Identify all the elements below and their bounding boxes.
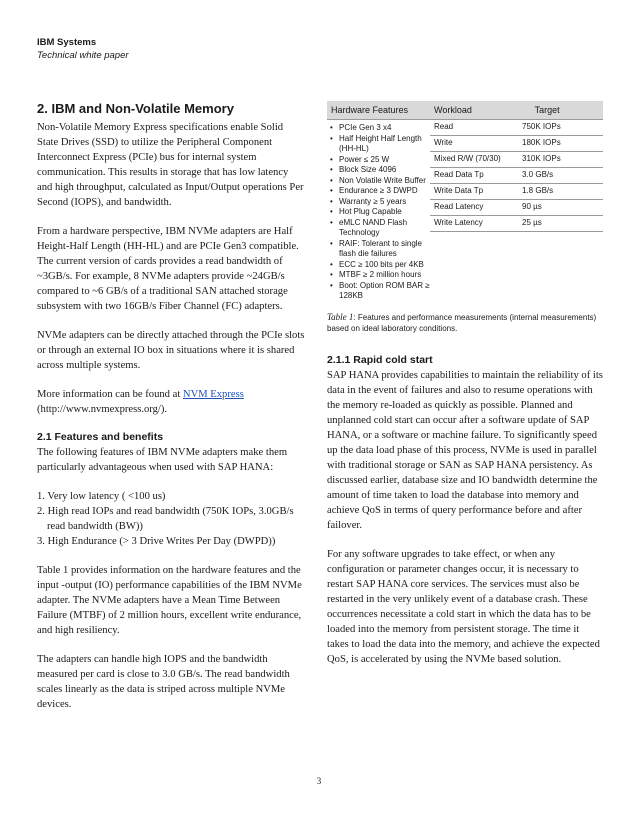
paragraph: The adapters can handle high IOPS and the bandwidth measured per card is close to 3.0 GB/s. The read bandwidth scales linearly as the data is striped across multiple NVMe devices. (37, 654, 290, 710)
table-header-row (327, 101, 603, 120)
left-column (37, 101, 305, 712)
list-item: • Power ≤ 25 W (330, 155, 430, 166)
target-cell: 310K IOPs (518, 152, 603, 168)
target-cell: 3.0 GB/s (518, 168, 603, 184)
table-row (430, 120, 603, 136)
features-intro: The following features of IBM NVMe adapters make them particularly advantageous when used with SAP HANA: (37, 447, 288, 473)
nvm-express-link[interactable]: NVM Express (182, 389, 244, 400)
list-item: • ECC ≥ 100 bits per 4KB (330, 260, 430, 271)
table-caption (327, 312, 603, 334)
list-item: • RAIF: Tolerant to single flash die failures (330, 239, 430, 260)
list-item: • Endurance ≥ 3 DWPD (330, 186, 430, 197)
paragraph: From a hardware perspective, IBM NVMe adapters are Half Height-Half Length (HH-HL) and are PCIe Gen3 compatible. The current version of cards provides a read bandwidth of ~3GB/s. For example, 8 NVMe adapters provide ~24GB/s compared to ~6 GB/s of a traditional SAN attached storage subsystem with two 16GB/s Fiber Channel (FC) adapters. (37, 226, 299, 312)
list-item: 2. High read IOPs and read bandwidth (750K IOPs, 3.0GB/s read bandwidth (BW)) (37, 506, 294, 532)
section-title: 2. IBM and Non-Volatile Memory (37, 101, 234, 116)
header-workload: Workload (430, 101, 531, 120)
list-item: • Warranty ≥ 5 years (330, 197, 430, 208)
target-cell: 1.8 GB/s (518, 184, 603, 200)
list-item: • Non Volatile Write Buffer (330, 176, 430, 187)
list-item: • Hot Plug Capable (330, 207, 430, 218)
performance-cell (430, 120, 603, 306)
paragraph: Non-Volatile Memory Express specifications enable Solid State Drives (SSD) to utilize the Peripheral Component Interconnect Express (PCIe) bus for internal system communication. This results in storage that has low latency and high throughput, calculated as Input/Output operations Per Second (IOPS), and bandwidth. (37, 122, 304, 208)
list-item: 1. Very low latency ( <100 us) (37, 491, 166, 502)
document-type: Technical white paper (37, 50, 129, 61)
paragraph: SAP HANA provides capabilities to maintain the reliability of its data in the event of failures and also to resume operations with the memory re-loaded as quickly as possible. Planned and unplanned cold start can occur after a software update of SAP HANA, or a software or machine failure. To significantly speed up the data load phase of this process, NVMe is used in parallel with traditional storage or SAN as SAP HANA persistency. As discussed earlier, database size and IO bandwidth determine the amount of time taken to load the database into memory and achieve QoS in terms of query performance before and after failover. (327, 369, 603, 531)
hardware-table (327, 101, 603, 306)
table-row (430, 216, 603, 232)
features-list (37, 489, 305, 549)
header-target: Target (531, 101, 603, 120)
target-cell: 90 µs (518, 200, 603, 216)
workload-cell: Write Latency (430, 216, 518, 232)
table-row (430, 152, 603, 168)
more-info-prefix: More information can be found at (37, 389, 183, 400)
performance-table (430, 120, 603, 232)
workload-cell: Mixed R/W (70/30) (430, 152, 518, 168)
list-item: • eMLC NAND Flash Technology (330, 218, 430, 239)
header-hardware-features: Hardware Features (327, 101, 430, 120)
target-cell: 25 µs (518, 216, 603, 232)
table-row (430, 200, 603, 216)
page-header (37, 37, 129, 61)
table-caption-text: : Features and performance measurements (internal measurements) based on ideal laboratory conditions. (327, 312, 597, 333)
paragraph: Table 1 provides information on the hardware features and the input -output (IO) performance capabilities of the IBM NVMe adapter. The NVMe adapters have a Mean Time Between Failure (MTBF) of 2 million hours, excellent write endurance, and high resiliency. (37, 565, 302, 636)
workload-cell: Read Data Tp (430, 168, 518, 184)
workload-cell: Write (430, 136, 518, 152)
workload-cell: Write Data Tp (430, 184, 518, 200)
workload-cell: Read (430, 120, 518, 136)
table-row (430, 184, 603, 200)
hardware-features-list (330, 123, 430, 302)
list-item: • Boot: Option ROM BAR ≥ 128KB (330, 281, 430, 302)
table-row (430, 168, 603, 184)
list-item: • PCIe Gen 3 x4 (330, 123, 430, 134)
hardware-features-cell (327, 120, 430, 306)
subsection-title: 2.1.1 Rapid cold start (327, 353, 433, 366)
right-column (327, 101, 603, 667)
more-info-url: (http://www.nvmexpress.org/). (37, 404, 168, 415)
table-row (430, 136, 603, 152)
target-cell: 180K IOPs (518, 136, 603, 152)
table-caption-label: Table 1 (327, 311, 354, 322)
list-item: 3. High Endurance (> 3 Drive Writes Per Day (DWPD)) (37, 536, 276, 547)
features-title: 2.1 Features and benefits (37, 431, 164, 443)
brand-name: IBM Systems (37, 37, 97, 48)
list-item: • Half Height Half Length (HH-HL) (330, 134, 430, 155)
list-item: • MTBF ≥ 2 million hours (330, 270, 430, 281)
paragraph: For any software upgrades to take effect, or when any configuration or parameter changes occur, it is necessary to restart SAP HANA core services. The services must also be restarted in the very unlikely event of a database crash. These occurrences necessitate a cold start in which the data has to be loaded into the memory from persistent storage. The time it takes to load the data into the memory, and achieve the expected QoS, is accelerated by using the NVMe based solution. (327, 548, 600, 665)
page-number: 3 (316, 776, 322, 786)
more-info-paragraph (37, 387, 305, 417)
target-cell: 750K IOPs (518, 120, 603, 136)
workload-cell: Read Latency (430, 200, 518, 216)
paragraph: NVMe adapters can be directly attached through the PCIe slots or through an external IO box in situations where it is shared across multiple systems. (37, 330, 305, 371)
list-item: • Block Size 4096 (330, 165, 430, 176)
